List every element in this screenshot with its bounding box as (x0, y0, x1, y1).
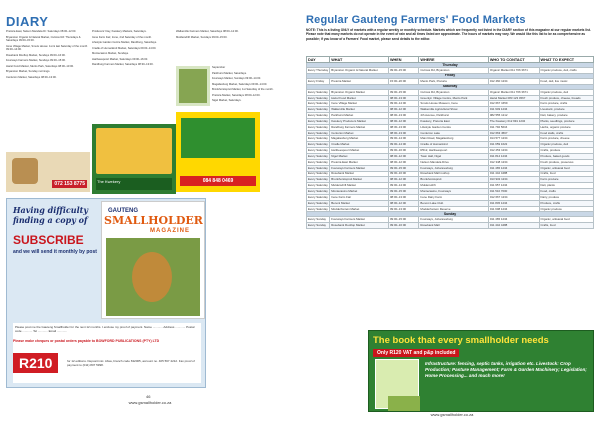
diary-column-2 (92, 30, 174, 125)
header-day: DAY (307, 57, 330, 63)
cell-what: Bryanston Organic & Natural Market (330, 68, 389, 74)
cell-where: Culross Rd, Bryanston (419, 89, 488, 95)
cell-where: Benoni Lake Club (419, 200, 488, 206)
book-cover (375, 359, 419, 409)
subscribe-advert[interactable] (6, 198, 206, 388)
cell-what: Walkerville Market (330, 107, 389, 113)
cell-what: Randburg Farmers Market (330, 124, 389, 130)
cell-when: 15:00–20:00 (388, 78, 418, 84)
cell-what: Fourways Farmers Market (330, 165, 389, 171)
magazine-title: SMALLHOLDER (104, 214, 203, 227)
cell-expect: Produce, crafts (539, 200, 593, 206)
cell-when: 09:00–15:00 (388, 89, 418, 95)
cell-day: Every Saturday (308, 136, 328, 141)
cell-when: 09:00–15:00 (388, 68, 418, 74)
cell-when: 08:30–13:00 (388, 124, 418, 130)
subscribe-word: SUBSCRIBE (13, 233, 84, 247)
cell-when: 08:00–12:00 (388, 200, 418, 206)
cell-who: 014 577 1234 (488, 136, 539, 142)
cell-what: Rosebank Rooftop Market (330, 223, 389, 229)
cell-who: 011 442 4488 (488, 171, 539, 177)
cell-what: Magaliesburg Market (330, 136, 389, 142)
cell-when: 09:00–16:00 (388, 223, 418, 229)
cell-what: Bryanston Organic Market (330, 89, 389, 95)
cell-what: Kwekery Producers Market (330, 118, 389, 124)
book-contents: Infrastructure: fencing, septic tanks, irrigation etc. Livestock: Crop Production; Pasture Management; Farm & Garden Machinery; Legislation; Home Processing... and much more! (425, 361, 587, 378)
cell-what: Bronkhorstspruit Market (330, 177, 389, 183)
subscription-price: R210 (13, 353, 58, 373)
header-when: WHEN (388, 57, 418, 63)
cell-day: Every Thursday (308, 67, 329, 72)
deposit-details: for 12 editions. Deposit into: Absa, branch code 632005, account no. 405 567 4212. Fax proof of payment to (011) 807 5998. (67, 359, 195, 367)
cell-who: Organic Market 011 706 3671 (488, 68, 539, 74)
brown-advert[interactable] (6, 152, 90, 192)
diary-entry: Producers' Day, Kwekery Markets, Saturdays. (92, 30, 147, 33)
cell-what: Hartbeespoort Market (330, 148, 389, 154)
cell-expect: Food, crafts (539, 189, 593, 195)
cell-expect: Organic produce, deli (539, 89, 593, 95)
cell-expect: Herbs, organic produce (539, 124, 593, 130)
cell-who: 011 949 1234 (488, 107, 539, 113)
cell-where: Modderfontein Reserve (419, 206, 488, 212)
cell-where: Fourways, Johannesburg (419, 217, 488, 223)
magazine-region: GAUTENG (108, 208, 138, 214)
advert-photo (181, 118, 255, 158)
cell-expect: Farm produce (539, 177, 593, 183)
diary-entry: Randburg Farmers Market, Saturdays 08:30–13:00. (92, 63, 154, 66)
advert-phone: 084 848 0469 (180, 176, 256, 186)
cell-day: Every Saturday (308, 153, 328, 158)
cell-what: Muldersdrift Market (330, 183, 389, 189)
subscribe-tagline: and we will send it monthly by post (13, 249, 97, 255)
cell-what: Parkhurst Market (330, 113, 389, 119)
diary-entry: Hazel Food Market, Menlo Park, Saturdays 08:00–13:00. (6, 64, 74, 68)
table-row (307, 223, 594, 229)
cell-what: Modderfontein Market (330, 206, 389, 212)
header-where: WHERE (419, 57, 488, 63)
section-label: Thursday (307, 63, 594, 68)
diary-entry: Pretoria Market, Saturdays 08:00–12:00. (212, 93, 261, 97)
cell-day: Every Saturday (308, 171, 328, 176)
cell-who: 012 460 1234 (488, 78, 539, 84)
cell-what: Pretoria Market (330, 78, 389, 84)
cell-when: 09:00–15:00 (388, 189, 418, 195)
cell-day: Every Saturday (308, 130, 328, 135)
header-expect: WHAT TO EXPECT (539, 57, 593, 63)
cell-where: Walkerville Agricultural Show (419, 107, 488, 113)
cell-who: 011 792 5616 (488, 124, 539, 130)
diary-column-3 (176, 30, 258, 62)
diary-entry: Bryanston Organic & Natural Market, Culross Rd: Thursdays & Saturdays 09:00–15:00. (6, 35, 81, 42)
cell-where: Montecasino, Fourways (419, 189, 488, 195)
cell-where: Bronkhorstspruit (419, 177, 488, 183)
cell-where: 4th Avenue, Parkhurst (419, 113, 488, 119)
diary-entry: Hartbeespoort Market, Saturdays 09:00–16:00. (92, 57, 149, 61)
cell-what: Fourways Farmers Market (330, 217, 389, 223)
cell-day: Every Saturday (308, 118, 328, 123)
cell-where: Lifestyle Garden Centre (419, 124, 488, 130)
cell-what: Hazel Food Market (330, 95, 389, 101)
cell-where: Greenlyn Village Centre, Menlo Park (419, 95, 488, 101)
cell-who: 012 663 4567 (488, 130, 539, 136)
cell-when: 09:00–15:00 (388, 217, 418, 223)
cell-who: 011 814 1234 (488, 153, 539, 159)
cell-expect: Organic produce (539, 206, 593, 212)
cell-where: Menlo Park, Pretoria (419, 78, 488, 84)
cell-who: Organic Market 011 706 3671 (488, 89, 539, 95)
cell-where: Cradle of Humankind (419, 142, 488, 148)
cell-who: The Kwekery 012 991 1234 (488, 118, 539, 124)
left-footer-url[interactable]: www.gsmallholder.co.za (128, 400, 172, 405)
cell-who: Hazel Market 083 123 4567 (488, 95, 539, 101)
advert-line: The Kwekery (96, 178, 172, 190)
book-price: Only R120 VAT and p&p included (373, 349, 459, 357)
subscribe-form[interactable]: Please post me the Gauteng Smallholder for the next 12 months. I enclose my proof of payment. Name ............ Address ............ Postal code ............ Tel ............ Email ............ (13, 323, 201, 383)
cell-day: Every Sunday (307, 217, 330, 223)
cell-what: Rosebank Market (330, 171, 389, 177)
advert-photo (96, 128, 172, 174)
cell-who: 013 932 1234 (488, 177, 539, 183)
yellow-advert[interactable] (176, 112, 260, 192)
cell-who: 011 957 1234 (488, 183, 539, 189)
cell-day: Every Saturday (308, 113, 328, 118)
diary-entry: September (212, 66, 226, 69)
cell-where: Irene Dairy Farm (419, 194, 488, 200)
diary-entry: Irene Village Market, Smuts House: 1st & last Saturday of the month 09:00–14:00. (6, 44, 88, 51)
magazine-cover (101, 201, 205, 319)
cell-what: Nigel Market (330, 153, 389, 159)
cell-expect: Organic produce, deli (539, 142, 593, 148)
markets-body (307, 63, 594, 229)
cell-day: Every Saturday (308, 206, 328, 211)
cell-when: 08:00–12:00 (388, 177, 418, 183)
section-label: Saturday (307, 84, 594, 89)
cell-when: 08:00–13:00 (388, 194, 418, 200)
advert-phone: 072 153 8775 (54, 181, 85, 187)
diary-entry: Montecasino Market, Sundays. (92, 52, 129, 55)
diary-entry: Nigel Market, Saturdays. (212, 99, 242, 102)
cell-day: Every Saturday (308, 194, 328, 199)
cell-when: 09:00–16:00 (388, 171, 418, 177)
cell-where: Muldersdrift (419, 183, 488, 189)
book-cover-photo (388, 396, 420, 412)
cell-where: Rosebank Mall (419, 223, 488, 229)
cell-when: 09:00–14:00 (388, 183, 418, 189)
cell-who: 011 510 7000 (488, 189, 539, 195)
markets-note: NOTE: This is a listing ONLY of markets with a regular weekly or monthly schedule. Markets which are frequently not listed in the DIARY section of this magazine at our regular markets list. Please note that many markets do not operate in the event of rain and all times listed are approximate. The hours of markets may vary. We would like this list to be as comprehensive as possible; if you know of a Farmers' Food market, please send details to the editor. (306, 28, 591, 41)
cell-where: Main Road, Magaliesburg (419, 136, 488, 142)
cell-when: 08:00–13:00 (388, 113, 418, 119)
cell-expect: Livestock, produce (539, 107, 593, 113)
cell-expect: Crafts, food (539, 171, 593, 177)
cell-who: 011 465 1234 (488, 217, 539, 223)
cell-day: Every Saturday (308, 189, 328, 193)
cell-expect: Organic, artisanal food (539, 217, 593, 223)
cell-where: Culross Rd, Bryanston (419, 68, 488, 74)
cell-day: Every Friday (307, 78, 330, 84)
markets-table (306, 56, 594, 229)
diary-entry: Irene Farm Fair, Irene, 2nd Saturday of the month. (92, 35, 152, 39)
cell-expect: Food, deli, live music (539, 78, 593, 84)
cell-expect: Fresh produce, cheese, breads (539, 95, 593, 101)
cell-expect: Crafts, food (539, 223, 593, 229)
cell-where: Fourways, Johannesburg (419, 165, 488, 171)
diary-entry: Bryanston Market, Sunday mornings. (6, 70, 51, 73)
cell-when: 09:00–14:00 (388, 136, 418, 142)
cell-day: Every Saturday (308, 107, 328, 112)
cell-where: Kwekery, Pretoria East (419, 118, 488, 124)
cell-who: 011 608 1234 (488, 206, 539, 212)
cell-when: 09:00–13:00 (388, 206, 418, 212)
diary-title: DIARY (6, 14, 49, 29)
cell-what: Cradle Market (330, 142, 389, 148)
cell-who: 012 667 1234 (488, 194, 539, 200)
cell-day: Every Saturday (308, 183, 328, 188)
cell-day: Every Saturday (308, 200, 328, 205)
hay-advert[interactable] (176, 66, 210, 106)
diary-entry: Parkhurst Market, Saturdays. (212, 71, 247, 75)
book-advert[interactable] (368, 330, 594, 412)
cell-where: Centurion Lake (419, 130, 488, 136)
cell-where: Rosebank Mall rooftop (419, 171, 488, 177)
cell-day: Every Saturday (308, 124, 328, 129)
cell-where: R512, Hartbeespoort (419, 148, 488, 154)
cell-day: Every Saturday (308, 95, 328, 100)
cell-day: Every Saturday (308, 177, 328, 182)
cell-where: Town Hall, Nigel (419, 153, 488, 159)
cell-who: 011 465 1234 (488, 165, 539, 171)
cell-day: Every Saturday (308, 142, 328, 147)
cell-expect: Organic produce, deli, crafts (539, 68, 593, 74)
cell-expect: Plants, seedlings, produce (539, 118, 593, 124)
cell-expect: Organic, artisanal food (539, 165, 593, 171)
diary-entry: Fourways Market, Sundays 09:00–14:00. (212, 77, 261, 80)
cell-when: 08:00–13:00 (388, 95, 418, 101)
cell-what: Pretoria East Market (330, 159, 389, 165)
advert-photo (12, 158, 38, 184)
cell-day: Every Saturday (308, 165, 328, 170)
magazine-subtitle: MAGAZINE (150, 228, 190, 234)
page-number-left: 46 (146, 394, 151, 399)
cell-who: 012 253 1234 (488, 148, 539, 154)
diary-column-1 (6, 30, 91, 150)
cell-expect: Farm produce, cheese (539, 136, 593, 142)
cell-what: Montecasino Market (330, 189, 389, 195)
cell-what: Irene Village Market (330, 101, 389, 107)
magazine-photo-subject (132, 252, 172, 302)
book-headline: The book that every smallholder needs (373, 335, 549, 346)
cell-day: Every Saturday (308, 159, 328, 164)
diary-entry: Fourways Farmers Market, Sundays 09:00–15:00. (6, 59, 66, 62)
subscribe-headline: Having difficulty finding a copy of (13, 205, 88, 225)
diary-entry: Lifestyle Garden Centre Market, Randburg, Saturdays. (92, 41, 157, 44)
diary-entry: Magaliesburg Market, Saturdays 09:00–14:00. (212, 82, 268, 86)
cell-who: 011 659 1622 (488, 142, 539, 148)
section-label: Friday (307, 73, 594, 78)
cell-expect: Farm produce, crafts (539, 101, 593, 107)
cell-day: Every Sunday (307, 223, 330, 229)
cell-what: Irene Farm Fair (330, 194, 389, 200)
cell-when: 09:00–14:00 (388, 101, 418, 107)
cell-when: 08:00–12:00 (388, 118, 418, 124)
section-label: Sunday (307, 212, 594, 217)
cell-what: Centurion Market (330, 130, 389, 136)
right-footer-url[interactable]: www.gsmallholder.co.za (430, 412, 474, 417)
cell-who: 011 845 1234 (488, 200, 539, 206)
cell-day: Every Saturday (308, 89, 328, 94)
cell-expect: Food stalls, crafts (539, 130, 593, 136)
cell-expect: Produce, baked goods (539, 153, 593, 159)
diary-entry: Bronkhorstspruit Market, 1st Saturday of the month. (212, 88, 274, 91)
cell-who: 012 667 1659 (488, 101, 539, 107)
cell-expect: Fresh produce, preserves (539, 159, 593, 165)
header-what: WHAT (330, 57, 389, 63)
cell-who: 011 442 4488 (488, 223, 539, 229)
advert-photo (179, 69, 207, 103)
cell-where: Smuts House Museum, Irene (419, 101, 488, 107)
cell-day: Every Saturday (308, 148, 328, 153)
diary-entry: Walkerville Farmers Market, Saturdays 08:00–12:00. (176, 30, 239, 33)
diary-entry: Centurion Market, Saturdays 08:00–13:00. (6, 75, 57, 79)
cell-expect: Deli, bakery, produce (539, 113, 593, 119)
diary-entry: Pretoria East, Nelson Mandela Dr: Saturdays 08:00–12:00. (6, 30, 77, 33)
cell-what: Benoni Market (330, 200, 389, 206)
cell-when: 09:00–15:00 (388, 165, 418, 171)
diary-entry: Muldersdrift Market, Sundays 09:00–15:00. (176, 35, 228, 39)
cell-expect: Dairy, produce (539, 194, 593, 200)
cell-who: 012 348 1234 (488, 159, 539, 165)
cell-expect: Crafts, produce (539, 148, 593, 154)
cell-day: Every Saturday (308, 101, 328, 106)
cell-expect: Deli, plants (539, 183, 593, 189)
cell-when: 08:00–13:00 (388, 130, 418, 136)
payment-note: Please make cheques or postal orders payable to BOWFORD PUBLICATIONS (PTY) LTD (13, 339, 160, 343)
header-who: WHO TO CONTACT (488, 57, 539, 63)
cell-when: 08:00–12:00 (388, 153, 418, 159)
diary-entry: Cradle of Humankind Market, Saturdays 09:00–14:00. (92, 46, 157, 50)
cell-when: 08:00–12:00 (388, 159, 418, 165)
cell-when: 09:00–16:00 (388, 148, 418, 154)
green-advert[interactable] (92, 124, 176, 194)
right-page (302, 0, 600, 421)
diary-entry: Rosebank Rooftop Market, Sundays 09:00–16:00. (6, 53, 66, 57)
cell-where: Nelson Mandela Drive (419, 159, 488, 165)
cell-when: 08:00–12:00 (388, 107, 418, 113)
cell-when: 09:00–14:00 (388, 142, 418, 148)
markets-title: Regular Gauteng Farmers' Food Markets (306, 14, 526, 26)
cell-who: 082 555 1212 (488, 113, 539, 119)
